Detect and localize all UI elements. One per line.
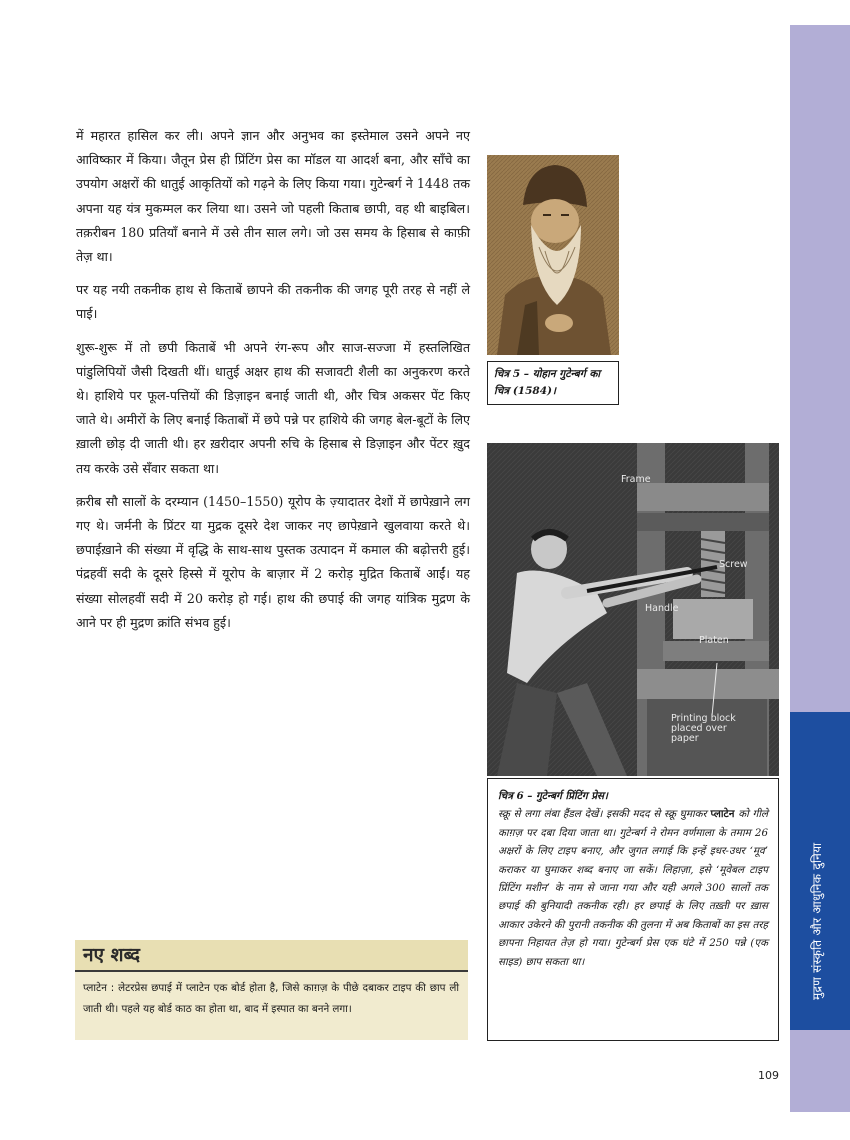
- new-words-box: [75, 940, 468, 1040]
- figure6-caption: [487, 778, 779, 1041]
- new-words-title: नए शब्द: [83, 944, 141, 966]
- portrait-illustration: [487, 155, 619, 355]
- figure6-caption-title: चित्र 6 – गुटेन्बर्ग प्रिंटिंग प्रेस।: [498, 790, 608, 802]
- paragraph: क़रीब सौ सालों के दरम्यान (1450–1550) यूरोप के ज़्यादातर देशों में छापेख़ाने लग गए थे। जर्मनी के प्रिंटर या मुद्रक दूसरे देश जाकर नए छापेख़ाने खुलवाया करते थे। छपाईख़ाने की संख्या में वृद्धि के साथ-साथ पुस्तक उत्पादन में कमाल की बढ़ोत्तरी हुई। पंद्रहवीं सदी के दूसरे हिस्से में यूरोप के बाज़ार में 2 करोड़ मुद्रित किताबें आईं। यह संख्या सोलहवीं सदी में 20 करोड़ हो गई। हाथ की छपाई की जगह यांत्रिक मुद्रण के आने पर ही मुद्रण क्रांति संभव हुई।: [76, 493, 470, 630]
- platen-term: प्लाटेन: [710, 808, 735, 821]
- caption-text: को गीले काग़ज़ पर दबा दिया जाता था। गुटेन्बर्ग ने रोमन वर्णमाला के तमाम 26 अक्षरों के लिए टाइप बनाए, और जुगत लगाई कि इन्हें इधर-उधर ‘मूव’ कराकर या घुमाकर शब्द बनाए जा सकें। लिहाज़ा, इसे ‘मूवेबल टाइप प्रिंटिंग मशीन’ के नाम से जाना गया और यही अगले 300 सालों तक छपाई की बुनियादी तकनीक रही। हर छपाई के लिए तख़्ती पर ख़ास आकार उकेरने की पुरानी तकनीक की तुलना में अब किताबों का इस तरह छापना निहायत तेज़ हो गया। गुटेन्बर्ग प्रेस एक घंटे में 250 पन्ने (एक साइड) छाप सकता था।: [498, 808, 768, 968]
- caption-text: स्क्रू से लगा लंबा हैंडल देखें। इसकी मदद से स्क्रू घुमाकर: [498, 808, 711, 821]
- figure5-caption: चित्र 5 – योहान गुटेन्बर्ग का चित्र (1584)।: [487, 361, 619, 405]
- chapter-title-vertical: मुद्रण संस्कृति और आधुनिक दुनिया: [810, 842, 824, 1000]
- screw-label: Screw: [719, 559, 748, 570]
- paragraph: शुरू-शुरू में तो छपी किताबें भी अपने रंग-रूप और साज-सज्जा में हस्तलिखित पांडुलिपियों जैसी दिखती थीं। धातुई अक्षर हाथ की सजावटी शैली का अनुकरण करते थे। हाशिये पर फूल-पत्तियों की डिज़ाइन बनाई जाती थी, और चित्र अकसर पेंट किए जाते थे। अमीरों के लिए बनाई किताबों में छपे पन्ने पर हाशिये की जगह बेल-बूटों के लिए ख़ाली छोड़ दी जाती थी। हर ख़रीदार अपनी रुचि के हिसाब से डिज़ाइन और पेंटर ख़ुद तय करके उसे सँवार सकता था।: [76, 339, 470, 476]
- frame-label: Frame: [621, 474, 651, 485]
- platen-label: Platen: [699, 635, 729, 646]
- main-text: [76, 124, 470, 644]
- page-number: 109: [758, 1069, 779, 1082]
- printing-press-image: [487, 443, 779, 776]
- gutenberg-portrait-image: [487, 155, 619, 355]
- paragraph: में महारत हासिल कर ली। अपने ज्ञान और अनुभव का इस्तेमाल उसने अपने नए आविष्कार में किया। जैतून प्रेस ही प्रिंटिंग प्रेस का मॉडल या आदर्श बना, और साँचे का उपयोग अक्षरों की धातुई आकृतियों को गढ़ने के लिए किया गया। गुटेन्बर्ग ने 1448 तक अपना यह यंत्र मुकम्मल कर लिया था। उसने जो पहली किताब छापी, वह थी बाइबिल। तक़रीबन 180 प्रतियाँ बनाने में उसे तीन साल लगे। जो उस समय के हिसाब से काफ़ी तेज़ था।: [76, 128, 470, 265]
- handle-label: Handle: [645, 603, 679, 614]
- new-words-header: [75, 940, 468, 972]
- figure6-caption-body: [498, 805, 768, 971]
- new-words-definition: प्लाटेन : लेटरप्रेस छपाई में प्लाटेन एक बोर्ड होता है, जिसे काग़ज़ के पीछे दबाकर टाइप की छाप ली जाती थी। पहले यह बोर्ड काठ का होता था, बाद में इस्पात का बनने लगा।: [83, 982, 459, 1015]
- paragraph: पर यह नयी तकनीक हाथ से किताबें छापने की तकनीक की जगह पूरी तरह से नहीं ले पाई।: [76, 282, 470, 322]
- printing-block-label: Printing block placed over paper: [671, 713, 736, 744]
